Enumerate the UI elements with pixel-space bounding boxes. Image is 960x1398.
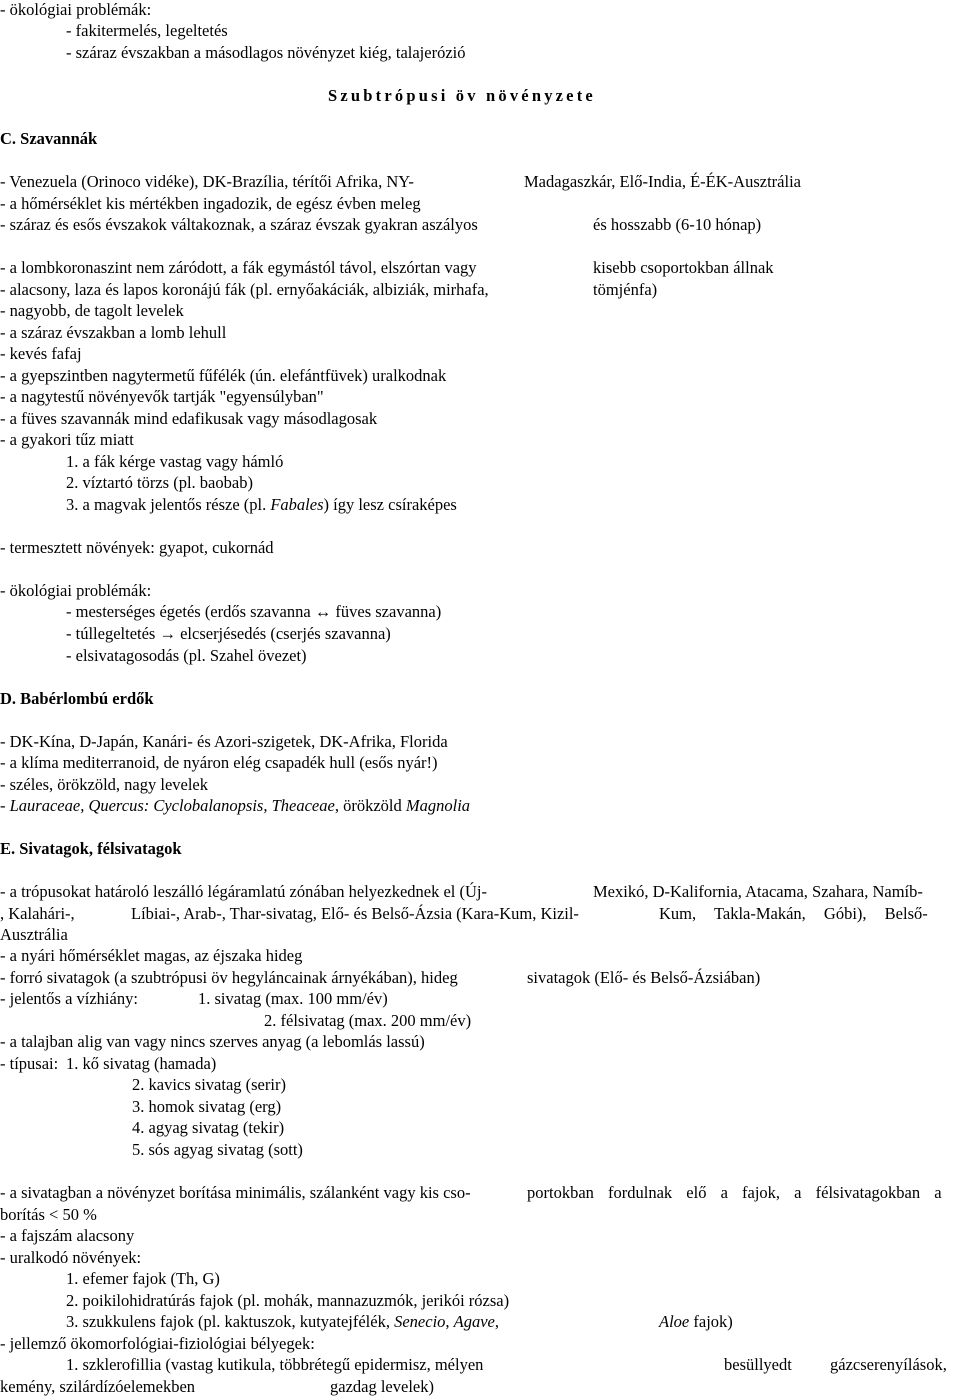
text-line: - a füves szavannák mind edafikusak vagy másodlagosak xyxy=(0,409,378,428)
text-line: tömjénfa) xyxy=(593,280,658,299)
numbered-item: 3. homok sivatag (erg) xyxy=(132,1097,282,1116)
section-title-savanna: C. Szavannák xyxy=(0,129,98,148)
text-line: portokban fordulnak elő a fajok, a félsivatagokban a xyxy=(527,1183,942,1202)
text-line: - a száraz évszakban a lomb lehull xyxy=(0,323,227,342)
text-line: - nagyobb, de tagolt levelek xyxy=(0,301,184,320)
list-item: - száraz évszakban a másodlagos növényzet kiég, talajerózió xyxy=(66,43,466,62)
text-line: - széles, örökzöld, nagy levelek xyxy=(0,775,209,794)
text-line: - ökológiai problémák: xyxy=(0,581,152,600)
text-line: Kum, Takla-Makán, Góbi), Belső- xyxy=(659,904,928,923)
list-item: - fakitermelés, legeltetés xyxy=(66,21,228,40)
list-item: - túllegeltetés → elcserjésedés (cserjés szavanna) xyxy=(66,624,391,643)
list-item: - elsivatagosodás (pl. Szahel övezet) xyxy=(66,646,307,665)
text-line: - termesztett növények: gyapot, cukornád xyxy=(0,538,274,557)
text-line: - a sivatagban a növényzet borítása minimális, szálanként vagy kis cso- xyxy=(0,1183,471,1202)
text-line: sivatagok (Elő- és Belső-Ázsiában) xyxy=(527,968,761,987)
text-line: gazdag levelek) xyxy=(330,1377,434,1396)
text-line: Ausztrália xyxy=(0,925,68,944)
text-line: kisebb csoportokban állnak xyxy=(593,258,774,277)
text-line: - forró sivatagok (a szubtrópusi öv hegyláncainak árnyékában), hideg xyxy=(0,968,458,987)
numbered-item: 2. kavics sivatag (serir) xyxy=(132,1075,286,1094)
text-line: besüllyedt xyxy=(724,1355,792,1374)
text-line: - száraz és esős évszakok váltakoznak, a száraz évszak gyakran aszályos xyxy=(0,215,478,234)
text-line: - a nyári hőmérséklet magas, az éjszaka hideg xyxy=(0,946,303,965)
text-line: Madagaszkár, Elő-India, É-ÉK-Ausztrália xyxy=(524,172,801,191)
text-line: - alacsony, laza és lapos koronájú fák (pl. ernyőakáciák, albiziák, mirhafa, xyxy=(0,280,489,299)
text-line: - kevés fafaj xyxy=(0,344,82,363)
text-line: - Venezuela (Orinoco vidéke), DK-Brazília, térítői Afrika, NY- xyxy=(0,172,414,191)
text-line: - a fajszám alacsony xyxy=(0,1226,135,1245)
text-line: Líbiai-, Arab-, Thar-sivatag, Elő- és Belső-Ázsia (Kara-Kum, Kizil- xyxy=(131,904,579,923)
text-line: - típusai: xyxy=(0,1054,59,1073)
text-line: és hosszabb (6-10 hónap) xyxy=(593,215,762,234)
numbered-item: 1. sivatag (max. 100 mm/év) xyxy=(198,989,388,1008)
text-line: borítás < 50 % xyxy=(0,1205,97,1224)
text-line: - a gyakori tűz miatt xyxy=(0,430,134,449)
numbered-item: 2. poikilohidratúrás fajok (pl. mohák, mannazuzmók, jerikói rózsa) xyxy=(66,1291,510,1310)
list-item: - mesterséges égetés (erdős szavanna ↔ füves szavanna) xyxy=(66,602,442,621)
numbered-item: 2. víztartó törzs (pl. baobab) xyxy=(66,473,253,492)
numbered-item: 4. agyag sivatag (tekir) xyxy=(132,1118,285,1137)
text-line: , Kalahári-, xyxy=(0,904,75,923)
zone-title: Szubtrópusi öv növényzete xyxy=(328,86,596,105)
text-line: Mexikó, D-Kalifornia, Atacama, Szahara, Namíb- xyxy=(593,882,923,901)
text-line: - a talajban alig van vagy nincs szerves anyag (a lebomlás lassú) xyxy=(0,1032,425,1051)
text-line: - a hőmérséklet kis mértékben ingadozik, de egész évben meleg xyxy=(0,194,421,213)
text-line: gázcserenyílások, xyxy=(830,1355,947,1374)
text-line: - a gyepszintben nagytermetű fűfélék (ún. elefántfüvek) uralkodnak xyxy=(0,366,447,385)
numbered-item: 2. félsivatag (max. 200 mm/év) xyxy=(264,1011,472,1030)
numbered-item: 1. szklerofillia (vastag kutikula, többrétegű epidermisz, mélyen xyxy=(66,1355,484,1374)
numbered-item: 3. a magvak jelentős része (pl. Fabales) így lesz csíraképes xyxy=(66,495,457,514)
text-line: - a klíma mediterranoid, de nyáron elég csapadék hull (esős nyár!) xyxy=(0,753,438,772)
numbered-item-tail: Aloe fajok) xyxy=(659,1312,733,1331)
text-line: kemény, szilárdízóelemekben xyxy=(0,1377,196,1396)
text-line: - uralkodó növények: xyxy=(0,1248,142,1267)
text-line: - a nagytestű növényevők tartják "egyensúlyban" xyxy=(0,387,324,406)
numbered-item: 5. sós agyag sivatag (sott) xyxy=(132,1140,303,1159)
numbered-item: 1. efemer fajok (Th, G) xyxy=(66,1269,220,1288)
section-title-deserts: E. Sivatagok, félsivatagok xyxy=(0,839,182,858)
numbered-item: 1. a fák kérge vastag vagy hámló xyxy=(66,452,284,471)
text-line: - DK-Kína, D-Japán, Kanári- és Azori-szigetek, DK-Afrika, Florida xyxy=(0,732,448,751)
text-line: - jellemző ökomorfológiai-fiziológiai bélyegek: xyxy=(0,1334,315,1353)
text-line: - jelentős a vízhiány: xyxy=(0,989,138,1008)
numbered-item: 3. szukkulens fajok (pl. kaktuszok, kutyatejfélék, Senecio, Agave, xyxy=(66,1312,500,1331)
text-line: - a trópusokat határoló leszálló légáramlatú zónában helyezkednek el (Új- xyxy=(0,882,487,901)
text-line: - a lombkoronaszint nem záródott, a fák egymástól távol, elszórtan vagy xyxy=(0,258,477,277)
section-title-laurel: D. Babérlombú erdők xyxy=(0,689,154,708)
text-line: - Lauraceae, Quercus: Cyclobalanopsis, Theaceae, örökzöld Magnolia xyxy=(0,796,471,815)
eco-problems-heading: - ökológiai problémák: xyxy=(0,0,152,19)
numbered-item: 1. kő sivatag (hamada) xyxy=(66,1054,217,1073)
